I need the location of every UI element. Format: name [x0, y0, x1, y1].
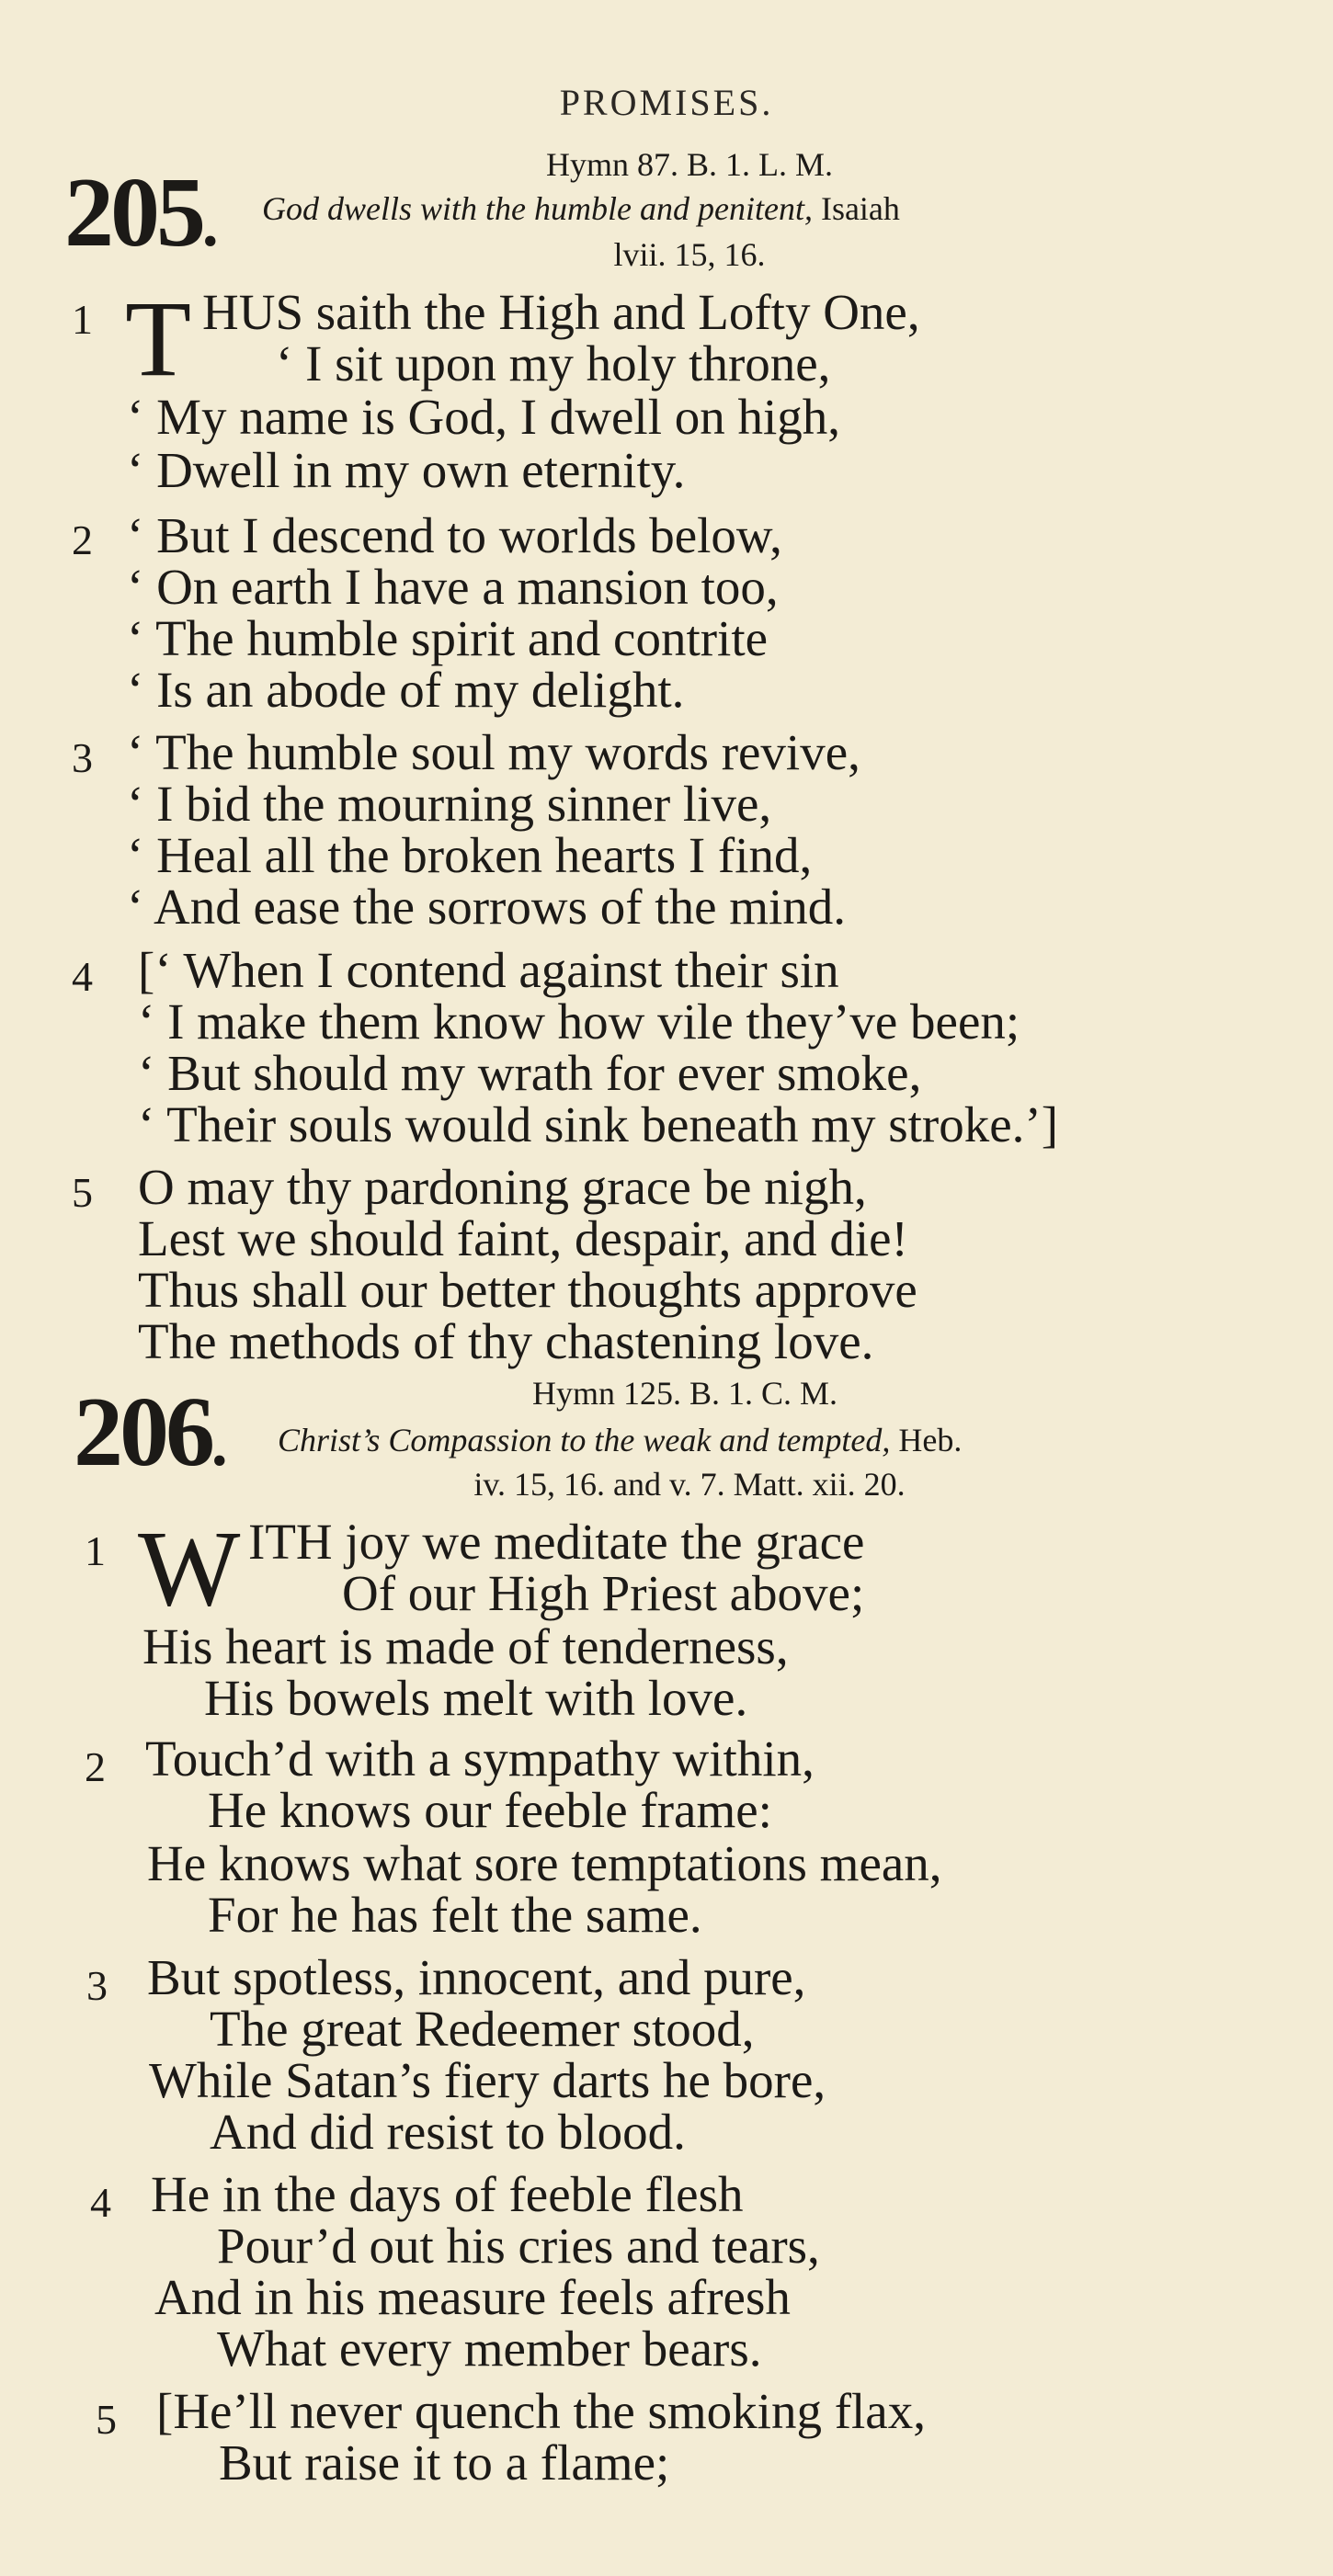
hymn-subject-line: [278, 1423, 962, 1459]
stanza-number: 3: [72, 734, 93, 781]
hymn-number-text: 206: [74, 1378, 211, 1487]
verse-line: But spotless, innocent, and pure,: [147, 1949, 806, 2005]
verse-line: ‘ But should my wrath for ever smoke,: [138, 1045, 922, 1101]
verse-line: ‘ Their souls would sink beneath my stroke.’]: [138, 1096, 1059, 1152]
hymn-meta: Hymn 87. B. 1. L. M.: [545, 146, 833, 183]
verse-line: ‘ The humble soul my words revive,: [127, 724, 860, 780]
drop-cap: T: [125, 278, 192, 399]
stanza-number: 5: [72, 1169, 93, 1216]
verse-line: [‘ When I contend against their sin: [138, 942, 839, 998]
verse-line: ‘ And ease the sorrows of the mind.: [127, 879, 847, 935]
verse-line: ‘ Dwell in my own eternity.: [127, 442, 686, 498]
verse-line: Pour’d out his cries and tears,: [217, 2218, 820, 2274]
stanza-number: 1: [85, 1527, 106, 1574]
stanza-number: 4: [72, 953, 93, 1000]
hymn-meta: Hymn 125. B. 1. C. M.: [531, 1375, 838, 1412]
verse-line: ‘ But I descend to worlds below,: [127, 507, 782, 563]
running-head: PROMISES.: [559, 82, 774, 123]
verse-line: ‘ I bid the mourning sinner live,: [127, 776, 772, 832]
hymn-reference: Heb.: [898, 1422, 963, 1458]
stanza-number: 2: [85, 1743, 106, 1790]
verse-line: Thus shall our better thoughts approve: [138, 1262, 917, 1318]
verse-line: But raise it to a flame;: [219, 2434, 670, 2491]
stanza-number: 1: [72, 296, 93, 343]
verse-line: While Satan’s fiery darts he bore,: [149, 2052, 826, 2108]
verse-line: ‘ My name is God, I dwell on high,: [127, 389, 841, 445]
stanza-number: 3: [86, 1962, 108, 2009]
verse-line: ‘ On earth I have a mansion too,: [127, 559, 779, 615]
verse-line: For he has felt the same.: [208, 1887, 702, 1943]
verse-line: Touch’d with a sympathy within,: [145, 1731, 815, 1787]
stanza-number: 4: [90, 2179, 111, 2226]
hymn-number-text: 205: [64, 158, 202, 267]
verse-line: And in his measure feels afresh: [154, 2269, 791, 2325]
verse-line: He knows our feeble frame:: [208, 1782, 772, 1838]
hymn-subject: God dwells with the humble and penitent,: [262, 190, 813, 227]
verse-line: ‘ Heal all the broken hearts I find,: [127, 827, 813, 883]
verse-line: ‘ I make them know how vile they’ve been;: [138, 993, 1020, 1050]
hymn-reference-continued: iv. 15, 16. and v. 7. Matt. xii. 20.: [473, 1466, 906, 1503]
hymn-number: 205.: [64, 158, 215, 267]
hymn-subject-line: [262, 191, 900, 228]
stanza-number: 2: [72, 516, 93, 563]
verse-line: The methods of thy chastening love.: [138, 1313, 874, 1369]
verse-line: ITH joy we meditate the grace: [248, 1514, 865, 1570]
hymn-reference-continued: lvii. 15, 16.: [613, 236, 766, 273]
verse-line: ‘ I sit upon my holy throne,: [276, 335, 831, 392]
verse-line: Lest we should faint, despair, and die!: [138, 1210, 908, 1266]
verse-line: ‘ The humble spirit and contrite: [127, 610, 769, 666]
stanza-number: 5: [96, 2396, 117, 2443]
verse-line: The great Redeemer stood,: [210, 2001, 755, 2057]
verse-line: [He’ll never quench the smoking flax,: [156, 2383, 926, 2439]
hymn-subject: Christ’s Compassion to the weak and tempted,: [278, 1422, 891, 1458]
verse-line: His bowels melt with love.: [204, 1670, 748, 1726]
verse-line: He knows what sore temptations mean,: [147, 1835, 942, 1891]
drop-cap: W: [138, 1508, 241, 1628]
hymn-number: 206.: [74, 1378, 224, 1487]
hymn-reference: Isaiah: [820, 190, 900, 227]
verse-line: He in the days of feeble flesh: [151, 2166, 744, 2222]
verse-line: ‘ Is an abode of my delight.: [127, 662, 685, 718]
verse-line: What every member bears.: [217, 2321, 762, 2377]
verse-line: And did resist to blood.: [210, 2104, 686, 2160]
verse-line: HUS saith the High and Lofty One,: [202, 284, 920, 340]
verse-line: O may thy pardoning grace be nigh,: [138, 1159, 867, 1215]
verse-line: Of our High Priest above;: [342, 1565, 865, 1621]
verse-line: His heart is made of tenderness,: [142, 1618, 789, 1674]
